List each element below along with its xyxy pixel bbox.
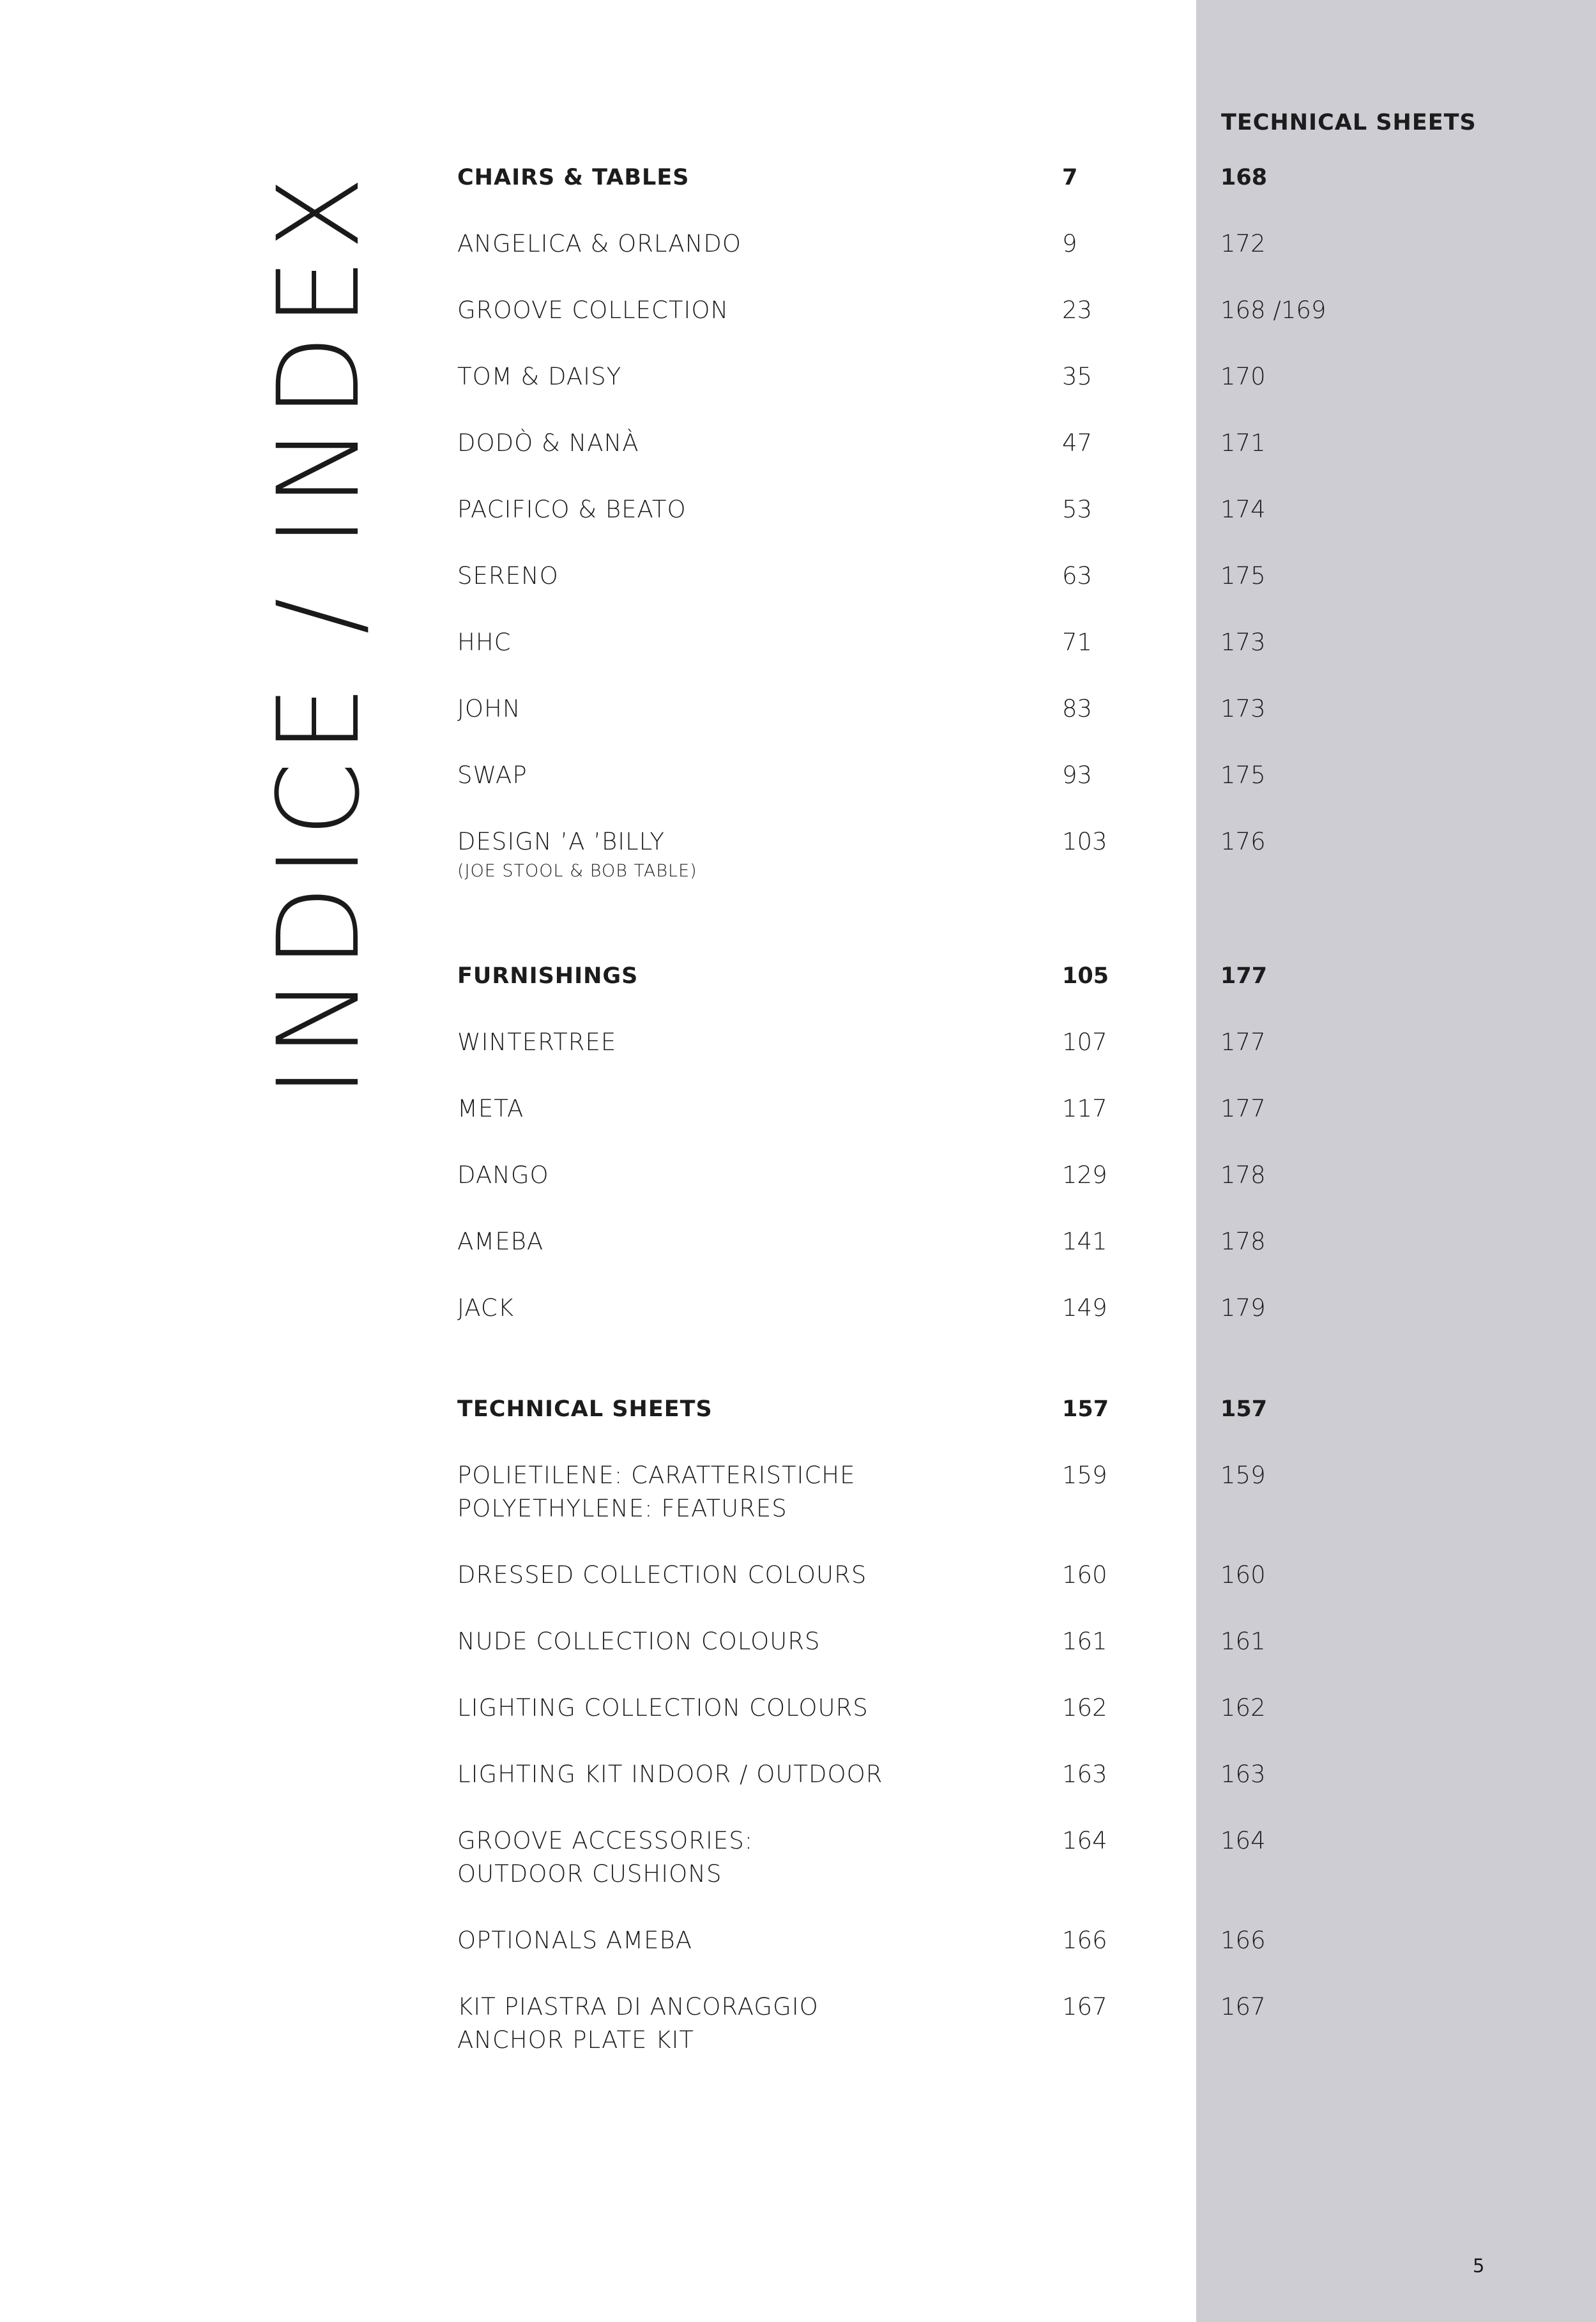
page-ref: 157 [1062, 1396, 1109, 1422]
page-ref: 117 [1062, 1095, 1107, 1122]
page-ref: 105 [1062, 963, 1109, 989]
index-row[interactable] [0, 493, 1596, 544]
item-label: HHC [457, 629, 512, 656]
index-row[interactable] [0, 1625, 1596, 1676]
item-label: DODÒ & NANÀ [457, 429, 639, 457]
item-label [457, 1824, 1032, 1891]
page-ref: 107 [1062, 1028, 1107, 1056]
item-label [457, 1459, 1032, 1525]
page-ref: 63 [1062, 562, 1093, 590]
page-ref: 167 [1062, 1993, 1107, 2020]
index-row[interactable] [0, 1225, 1596, 1276]
item-label: DANGO [457, 1161, 549, 1189]
item-label: SWAP [457, 761, 528, 789]
tech-sheet-ref: 161 [1220, 1628, 1266, 1655]
page-ref: 47 [1062, 429, 1093, 457]
tech-sheet-ref: 177 [1220, 963, 1268, 989]
page-ref: 83 [1062, 695, 1093, 722]
index-row[interactable] [0, 692, 1596, 744]
section-title: TECHNICAL SHEETS [457, 1396, 713, 1422]
page-ref: 53 [1062, 496, 1093, 523]
tech-sheet-ref: 170 [1220, 363, 1266, 390]
item-label: DRESSED COLLECTION COLOURS [457, 1561, 867, 1589]
item-label-line-1: KIT PIASTRA DI ANCORAGGIO [457, 1993, 819, 2020]
page-ref: 7 [1062, 165, 1078, 190]
section-row-furnishings[interactable] [0, 959, 1596, 1011]
page-ref: 164 [1062, 1827, 1107, 1854]
item-label: TOM & DAISY [457, 363, 622, 390]
tech-sheet-ref: 178 [1220, 1228, 1266, 1255]
item-label [457, 825, 1032, 884]
item-label-line-2: POLYETHYLENE: FEATURES [457, 1495, 787, 1522]
page-number: 5 [1473, 2255, 1485, 2277]
section-row-technical-sheets[interactable] [0, 1393, 1596, 1444]
page-ref: 149 [1062, 1294, 1107, 1322]
tech-sheet-ref: 162 [1220, 1694, 1266, 1722]
tech-sheet-ref: 159 [1220, 1462, 1266, 1489]
index-row[interactable] [0, 227, 1596, 279]
item-label: NUDE COLLECTION COLOURS [457, 1628, 821, 1655]
tech-sheet-ref: 168 /169 [1220, 296, 1326, 324]
tech-sheet-ref: 166 [1220, 1927, 1266, 1954]
section-title: FURNISHINGS [457, 963, 639, 989]
item-label: LIGHTING KIT INDOOR / OUTDOOR [457, 1761, 883, 1788]
tech-sheet-ref: 157 [1220, 1396, 1268, 1422]
index-row[interactable] [0, 1559, 1596, 1610]
page-ref: 160 [1062, 1561, 1107, 1589]
item-label-line-2: ANCHOR PLATE KIT [457, 2026, 694, 2054]
page-ref: 35 [1062, 363, 1093, 390]
tech-sheet-ref: 171 [1220, 429, 1266, 457]
tech-sheet-ref: 164 [1220, 1827, 1266, 1854]
index-row[interactable] [0, 1092, 1596, 1143]
page-ref: 103 [1062, 828, 1107, 855]
item-label: ANGELICA & ORLANDO [457, 230, 741, 257]
index-row[interactable] [0, 560, 1596, 611]
section-row-chairs-tables[interactable] [0, 161, 1596, 212]
tech-sheet-ref: 178 [1220, 1161, 1266, 1189]
item-label: LIGHTING COLLECTION COLOURS [457, 1694, 869, 1722]
tech-sheet-ref: 174 [1220, 496, 1266, 523]
technical-sheets-header: TECHNICAL SHEETS [1221, 110, 1477, 135]
item-label-line-1: GROOVE ACCESSORIES: [457, 1827, 754, 1854]
index-row[interactable] [0, 1758, 1596, 1809]
tech-sheet-ref: 177 [1220, 1095, 1266, 1122]
page-ref: 163 [1062, 1761, 1107, 1788]
page-ref: 9 [1062, 230, 1077, 257]
page-ref: 161 [1062, 1628, 1107, 1655]
index-row[interactable] [0, 1026, 1596, 1077]
item-label: OPTIONALS AMEBA [457, 1927, 693, 1954]
tech-sheet-ref: 172 [1220, 230, 1266, 257]
index-row[interactable] [0, 1990, 1596, 2061]
item-label [457, 1990, 1032, 2057]
tech-sheet-ref: 173 [1220, 695, 1266, 722]
page-ref: 166 [1062, 1927, 1107, 1954]
index-row[interactable] [0, 825, 1596, 896]
index-row[interactable] [0, 1824, 1596, 1895]
index-row[interactable] [0, 1159, 1596, 1210]
index-row[interactable] [0, 1292, 1596, 1343]
tech-sheet-ref: 173 [1220, 629, 1266, 656]
index-row[interactable] [0, 294, 1596, 345]
tech-sheet-ref: 175 [1220, 562, 1266, 590]
tech-sheet-ref: 176 [1220, 828, 1266, 855]
tech-sheet-ref: 175 [1220, 761, 1266, 789]
item-label: SERENO [457, 562, 559, 590]
item-label: GROOVE COLLECTION [457, 296, 729, 324]
section-title: CHAIRS & TABLES [457, 165, 690, 190]
tech-sheet-ref: 163 [1220, 1761, 1266, 1788]
item-label: JOHN [457, 695, 521, 722]
index-row[interactable] [0, 360, 1596, 411]
page-ref: 129 [1062, 1161, 1107, 1189]
tech-sheet-ref: 160 [1220, 1561, 1266, 1589]
item-label: JACK [457, 1294, 515, 1322]
index-row[interactable] [0, 1924, 1596, 1975]
tech-sheet-ref: 168 [1220, 165, 1268, 190]
index-row[interactable] [0, 1459, 1596, 1529]
item-label: WINTERTREE [457, 1028, 617, 1056]
tech-sheet-ref: 167 [1220, 1993, 1266, 2020]
index-title-text: INDICE / INDEX [254, 124, 384, 1097]
item-sublabel: (JOE STOOL & BOB TABLE) [457, 861, 697, 881]
page-ref: 93 [1062, 761, 1093, 789]
page-ref: 71 [1062, 629, 1093, 656]
index-row[interactable] [0, 626, 1596, 677]
item-label: PACIFICO & BEATO [457, 496, 687, 523]
item-label-line-2: OUTDOOR CUSHIONS [457, 1860, 722, 1888]
index-row[interactable] [0, 427, 1596, 478]
page-ref: 162 [1062, 1694, 1107, 1722]
item-label-main: DESIGN ’A ’BILLY [457, 828, 665, 855]
page-ref: 159 [1062, 1462, 1107, 1489]
item-label: AMEBA [457, 1228, 544, 1255]
page-ref: 23 [1062, 296, 1093, 324]
tech-sheet-ref: 179 [1220, 1294, 1266, 1322]
index-row[interactable] [0, 759, 1596, 810]
item-label: META [457, 1095, 524, 1122]
item-label-line-1: POLIETILENE: CARATTERISTICHE [457, 1462, 856, 1489]
page-ref: 141 [1062, 1228, 1107, 1255]
index-row[interactable] [0, 1692, 1596, 1743]
tech-sheet-ref: 177 [1220, 1028, 1266, 1056]
